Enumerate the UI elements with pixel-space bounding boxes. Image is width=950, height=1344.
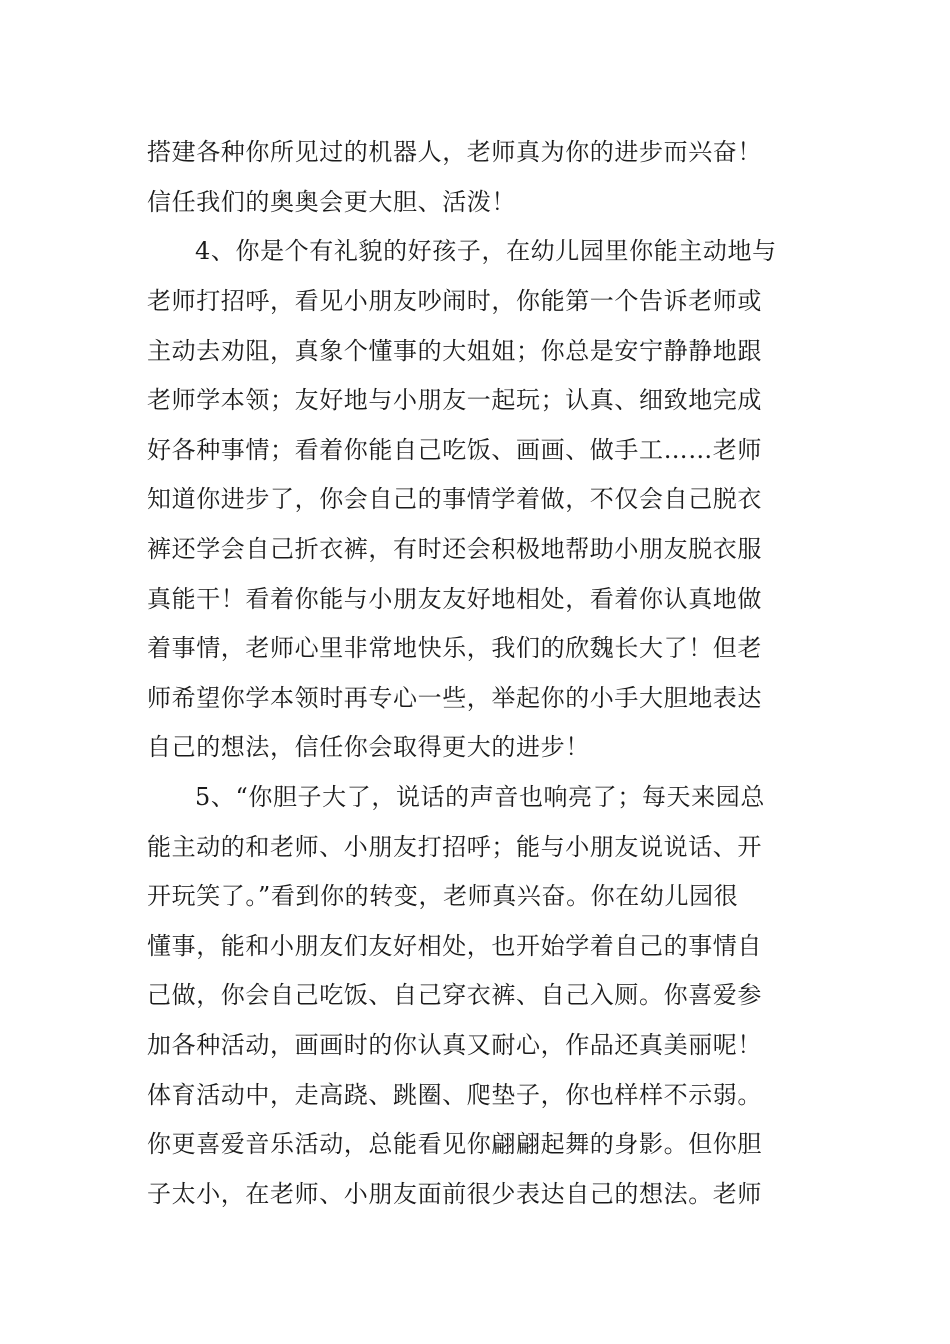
text-line: 自己的想法，信任你会取得更大的进步！ [147, 733, 590, 761]
text-line: 老师打招呼，看见小朋友吵闹时，你能第一个告诉老师或 [147, 287, 762, 315]
text-line: 懂事，能和小朋友们友好相处，也开始学着自己的事情自 [147, 932, 762, 960]
text-line: 师希望你学本领时再专心一些，举起你的小手大胆地表达 [147, 684, 762, 712]
text-line: 老师学本领；友好地与小朋友一起玩；认真、细致地完成 [147, 386, 762, 414]
text-line: 你更喜爱音乐活动，总能看见你翩翩起舞的身影。但你胆 [147, 1130, 762, 1158]
text-line: 己做，你会自己吃饭、自己穿衣裤、自己入厕。你喜爱参 [147, 981, 762, 1009]
text-line: 子太小，在老师、小朋友面前很少表达自己的想法。老师 [147, 1180, 762, 1208]
paragraph-4-first-line: 4、你是个有礼貌的好孩子，在幼儿园里你能主动地与 [195, 237, 777, 265]
text-line: 搭建各种你所见过的机器人，老师真为你的进步而兴奋！ [147, 138, 762, 166]
text-line: 着事情，老师心里非常地快乐，我们的欣魏长大了！但老 [147, 634, 762, 662]
text-line: 体育活动中，走高跷、跳圈、爬垫子，你也样样不示弱。 [147, 1081, 762, 1109]
text-line: 主动去劝阻，真象个懂事的大姐姐；你总是安宁静静地跟 [147, 337, 762, 365]
text-line: 裤还学会自己折衣裤，有时还会积极地帮助小朋友脱衣服 [147, 535, 762, 563]
text-line: 加各种活动，画画时的你认真又耐心，作品还真美丽呢！ [147, 1031, 762, 1059]
text-line: 信任我们的奥奥会更大胆、活泼！ [147, 188, 516, 216]
text-line: 开玩笑了。”看到你的转变，老师真兴奋。你在幼儿园很 [147, 882, 739, 910]
text-line: 真能干！看着你能与小朋友友好地相处，看着你认真地做 [147, 585, 762, 613]
text-line: 能主动的和老师、小朋友打招呼；能与小朋友说说话、开 [147, 833, 762, 861]
text-line: 知道你进步了，你会自己的事情学着做，不仅会自己脱衣 [147, 485, 762, 513]
paragraph-5-first-line: 5、“你胆子大了，说话的声音也响亮了；每天来园总 [195, 783, 765, 811]
text-line: 好各种事情；看着你能自己吃饭、画画、做手工……老师 [147, 436, 762, 464]
